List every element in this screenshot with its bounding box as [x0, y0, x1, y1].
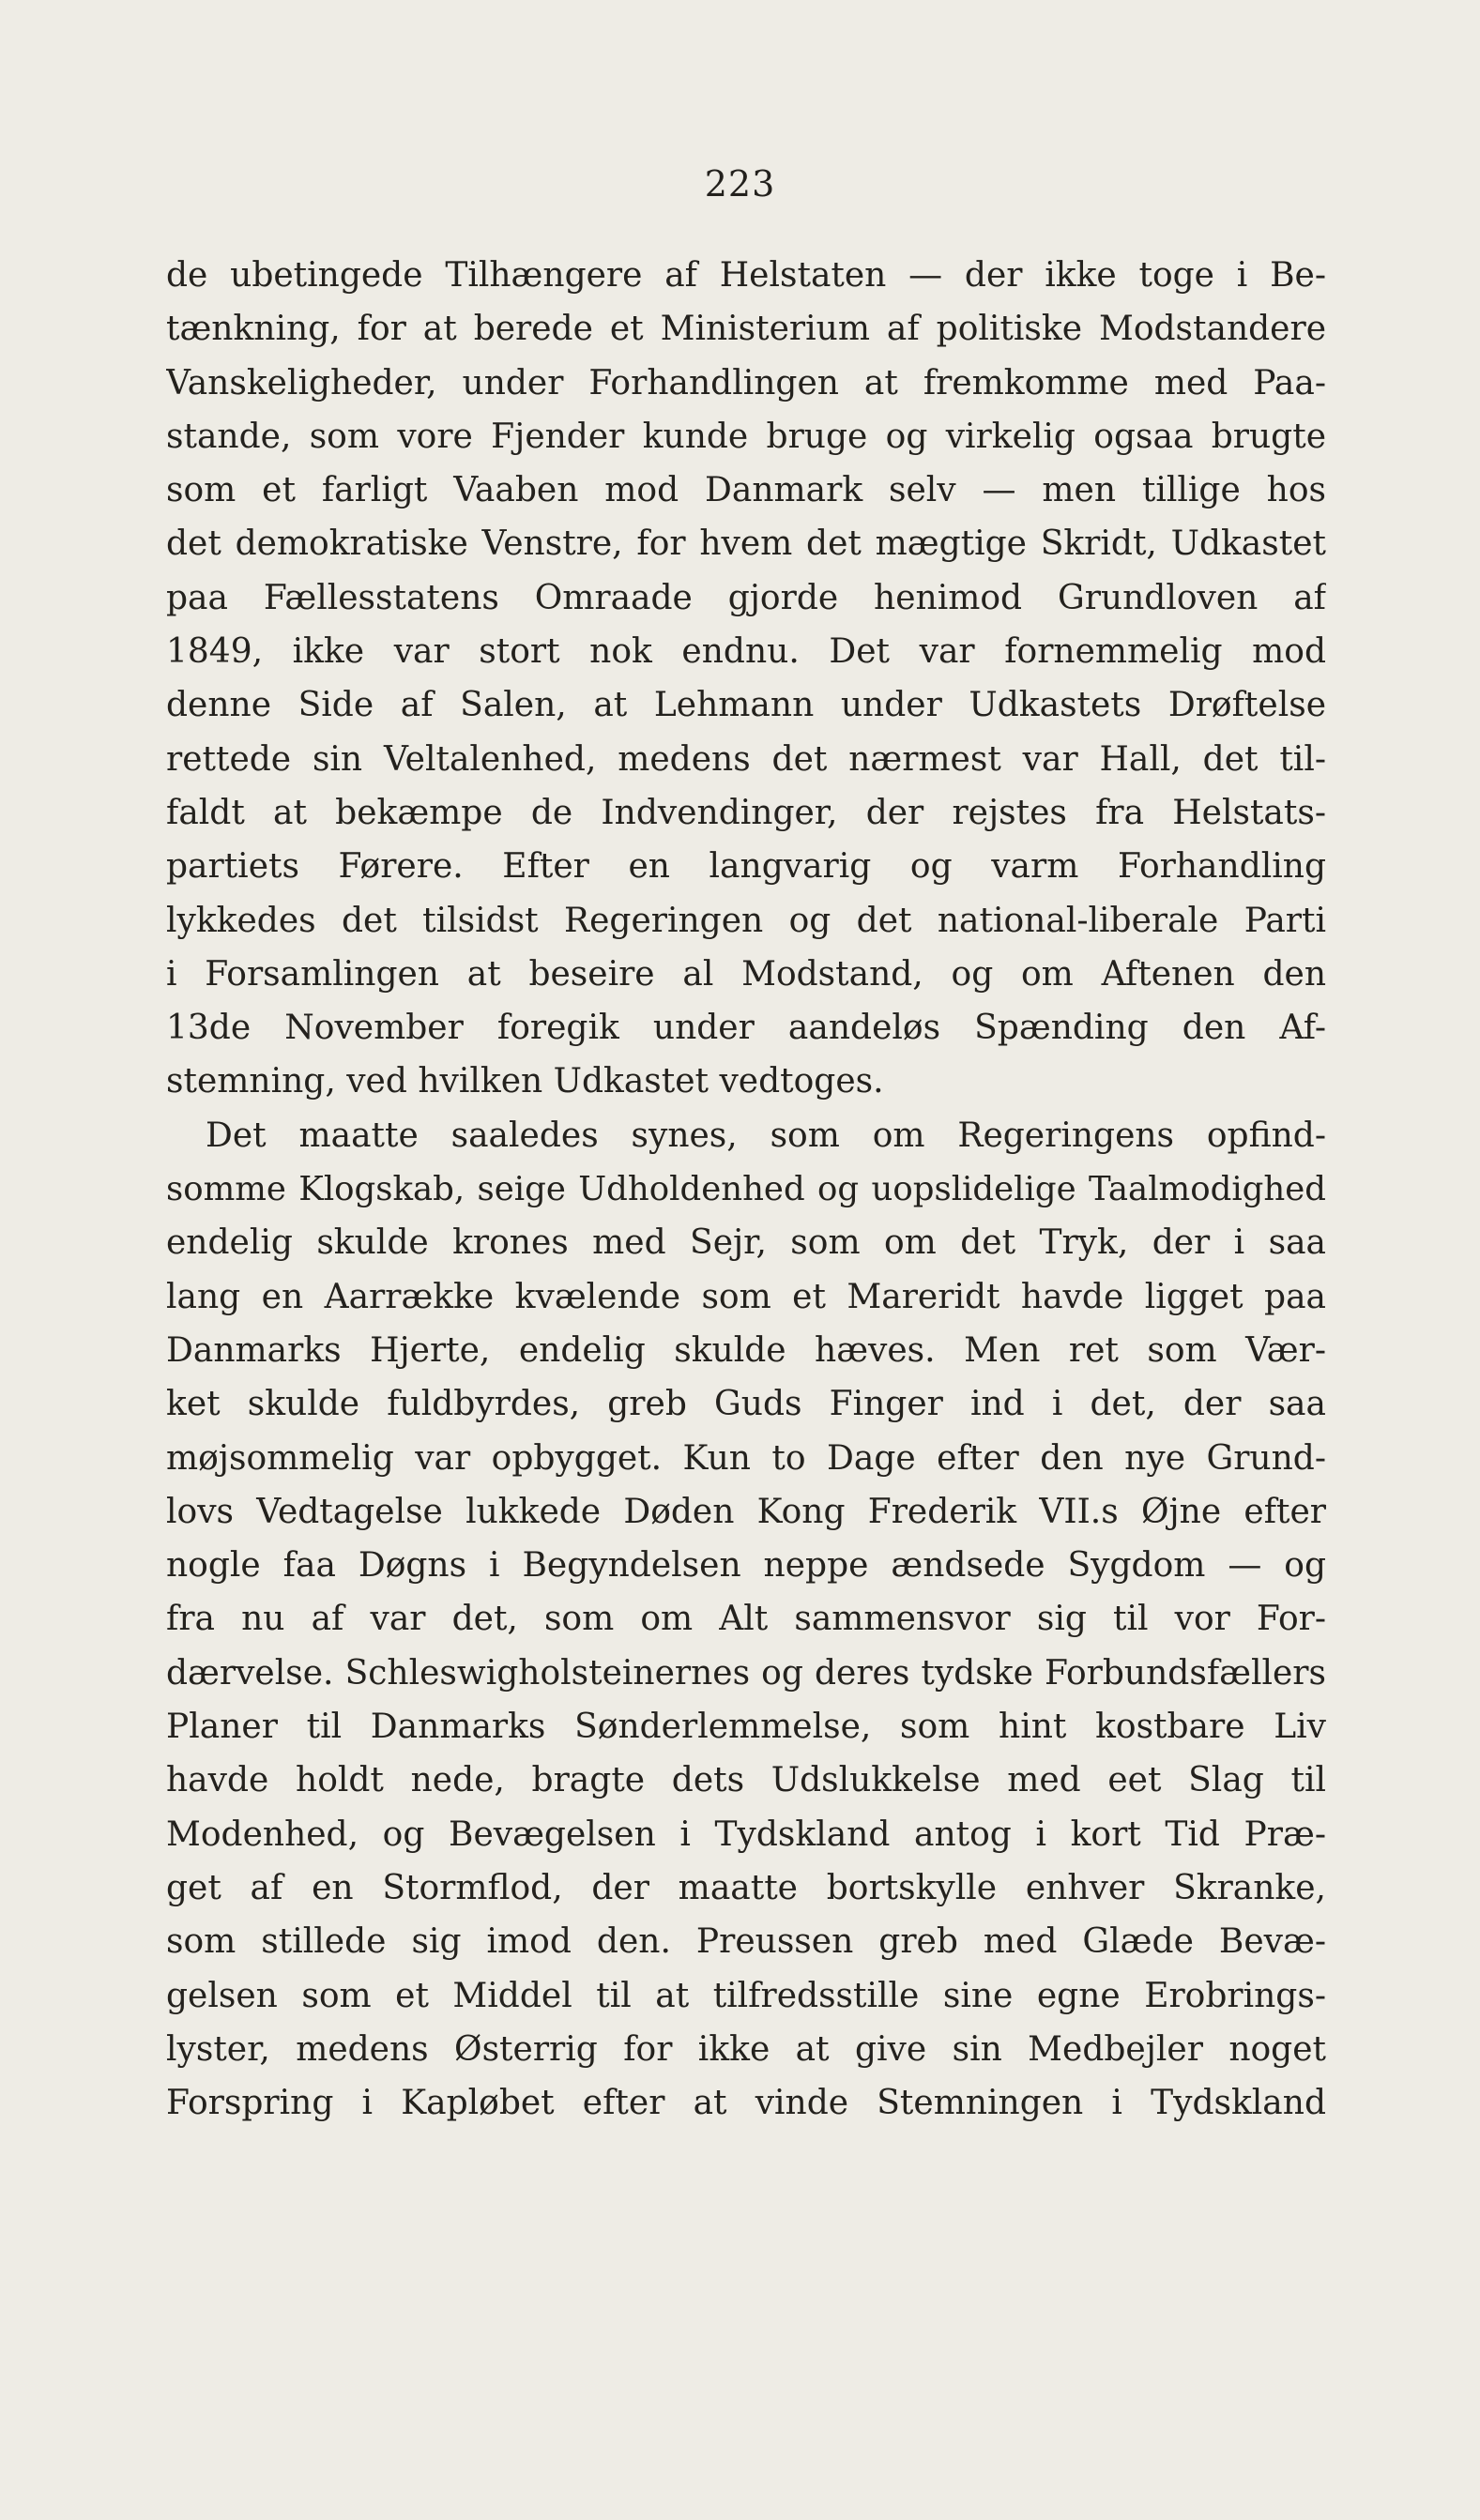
text-line: 1849, ikke var stort nok endnu. Det var fornemmelig mod [166, 632, 1326, 672]
text-line: gelsen som et Middel til at tilfredsstille sine egne Erobrings- [166, 1976, 1326, 2015]
text-line: dærvelse. Schleswigholsteinernes og deres tydske Forbundsfællers [166, 1653, 1326, 1693]
text-line: rettede sin Veltalenhed, medens det nærmest var Hall, det til- [166, 739, 1326, 779]
text-line: tænkning, for at berede et Ministerium af politiske Modstandere [166, 310, 1326, 349]
text-line: fra nu af var det, som om Alt sammensvor sig til vor For- [166, 1600, 1326, 1639]
text-line: Planer til Danmarks Sønderlemmelse, som hint kostbare Liv [166, 1708, 1326, 1747]
text-line: lovs Vedtagelse lukkede Døden Kong Frederik VII.s Øjne efter [166, 1492, 1326, 1531]
text-line: somme Klogskab, seige Udholdenhed og uopslidelige Taalmodighed [166, 1170, 1326, 1209]
text-line: Det maatte saaledes synes, som om Regeringens opfind- [206, 1116, 1326, 1155]
text-line: lykkedes det tilsidst Regeringen og det national-liberale Parti [166, 901, 1326, 940]
text-line: som stillede sig imod den. Preussen greb med Glæde Bevæ- [166, 1922, 1326, 1962]
body-text [166, 249, 1326, 2130]
text-line: get af en Stormflod, der maatte bortskylle enhver Skranke, [166, 1868, 1326, 1907]
text-line: havde holdt nede, bragte dets Udslukkelse med eet Slag til [166, 1761, 1326, 1800]
text-line: nogle faa Døgns i Begyndelsen neppe ændsede Sygdom — og [166, 1546, 1326, 1586]
text-line: i Forsamlingen at beseire al Modstand, og om Aftenen den [166, 954, 1326, 994]
text-line: stande, som vore Fjender kunde bruge og virkelig ogsaa brugte [166, 417, 1326, 456]
text-line: Danmarks Hjerte, endelig skulde hæves. Men ret som Vær- [166, 1330, 1326, 1370]
text-line: Vanskeligheder, under Forhandlingen at fremkomme med Paa- [166, 363, 1326, 402]
text-line: 13de November foregik under aandeløs Spænding den Af- [166, 1009, 1326, 1048]
text-line: lang en Aarrække kvælende som et Mareridt havde ligget paa [166, 1277, 1326, 1316]
text-line: faldt at bekæmpe de Indvendinger, der rejstes fra Helstats- [166, 793, 1326, 832]
page-number: 223 [704, 163, 776, 205]
text-line: endelig skulde krones med Sejr, som om det Tryk, der i saa [166, 1223, 1326, 1263]
text-line: partiets Førere. Efter en langvarig og varm Forhandling [166, 847, 1326, 887]
text-line: det demokratiske Venstre, for hvem det mægtige Skridt, Udkastet [166, 524, 1326, 564]
text-line: denne Side af Salen, at Lehmann under Udkastets Drøftelse [166, 686, 1326, 725]
text-line: som et farligt Vaaben mod Danmark selv — men tillige hos [166, 471, 1326, 510]
text-line: stemning, ved hvilken Udkastet vedtoges. [166, 1062, 884, 1101]
text-line: ket skulde fuldbyrdes, greb Guds Finger ind i det, der saa [166, 1385, 1326, 1424]
text-line: Modenhed, og Bevægelsen i Tydskland antog i kort Tid Præ- [166, 1814, 1326, 1854]
text-line: paa Fællesstatens Omraade gjorde henimod Grundloven af [166, 578, 1326, 617]
text-line: møjsommelig var opbygget. Kun to Dage efter den nye Grund- [166, 1438, 1326, 1478]
text-line: Forspring i Kapløbet efter at vinde Stemningen i Tydskland [166, 2084, 1326, 2123]
text-line: de ubetingede Tilhængere af Helstaten — der ikke toge i Be- [166, 256, 1326, 295]
text-line: lyster, medens Østerrig for ikke at give sin Medbejler noget [166, 2029, 1326, 2069]
